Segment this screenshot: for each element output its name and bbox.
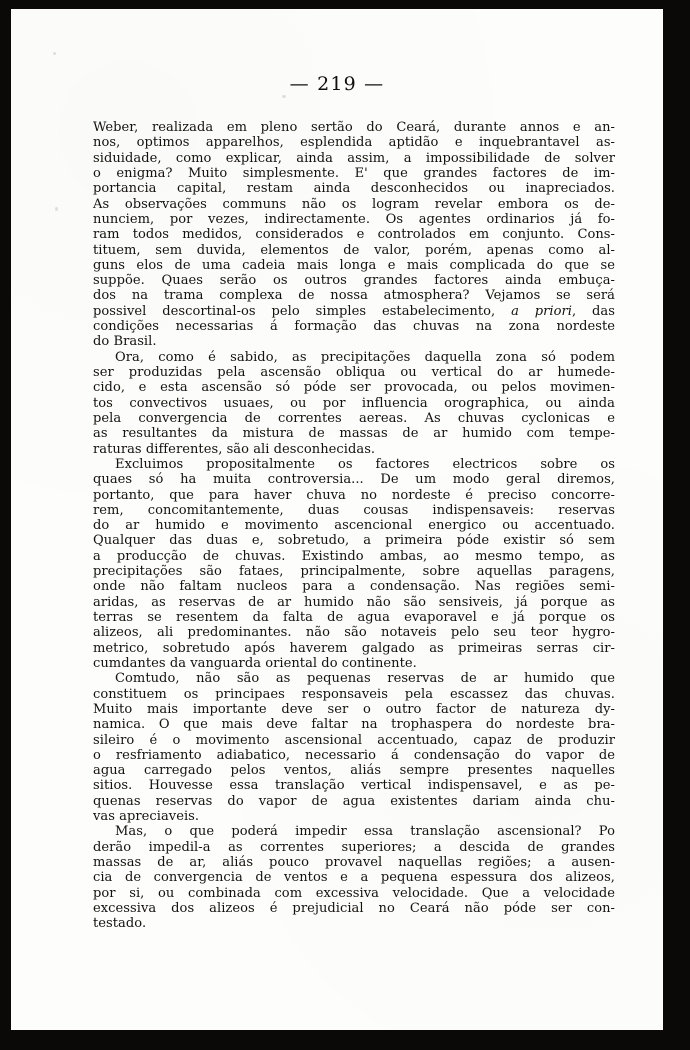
text-line: sileiro é o movimento ascensional accentuado, capaz de produzir (93, 732, 615, 748)
text-line: agua carregado pelos ventos, aliás sempre presentes naquelles (93, 763, 615, 779)
paper-speck (55, 207, 58, 211)
text-line: sitios. Houvesse essa translação vertical indispensavel, e as pe- (93, 778, 615, 794)
text-line: precipitações são fataes, principalmente, sobre aquellas paragens, (93, 564, 615, 580)
text-line: Muito mais importante deve ser o outro factor de natureza dy- (93, 701, 615, 717)
text-line: terras se resentem da falta de agua evaporavel e já porque os (93, 610, 615, 625)
text-line: as resultantes da mistura de massas de ar humido com tempe- (93, 426, 615, 442)
text-line: rem, concomitantemente, duas cousas indispensaveis: reservas (93, 502, 615, 518)
paragraph (93, 350, 615, 457)
text-line: raturas differentes, são ali desconhecidas. (93, 441, 376, 457)
text-line: tos convectivos usuaes, ou por influencia orographica, ou ainda (93, 395, 615, 411)
text-line: quenas reservas do vapor de agua existentes dariam ainda chu- (93, 793, 615, 809)
text-line: cia de convergencia de ventos e a pequena espessura dos alizeos, (93, 870, 615, 886)
text-line: por si, ou combinada com excessiva velocidade. Que a velocidade (93, 885, 615, 901)
paragraph (93, 671, 615, 824)
text-line: a producção de chuvas. Existindo ambas, ao mesmo tempo, as (93, 548, 615, 564)
text-line: tituem, sem duvida, elementos de valor, porém, apenas como al- (93, 242, 615, 258)
text-line: massas de ar, aliás pouco provavel naquellas regiões; a ausen- (93, 855, 615, 870)
text-line: vas apreciaveis. (93, 809, 200, 825)
text-line: namica. O que mais deve faltar na trophaspera do nordeste bra- (93, 717, 615, 733)
paper-speck (282, 95, 286, 98)
text-line: o resfriamento adiabatico, necessario á condensação do vapor de (93, 747, 615, 763)
page-number: — 219 — (289, 73, 385, 95)
text-line: constituem os principaes responsaveis pela escassez das chuvas. (93, 686, 615, 702)
text-line: testado. (93, 916, 147, 932)
text-line: portanto, que para haver chuva no nordeste é preciso concorre- (93, 487, 615, 503)
page-surface (11, 9, 663, 1030)
page-body-text (93, 120, 615, 932)
text-line: o enigma? Muito simplesmente. E' que grandes factores de im- (93, 165, 615, 181)
text-line: Excluimos propositalmente os factores electricos sobre os (115, 456, 615, 472)
text-line: ram todos medidos, considerados e controlados em conjunto. Cons- (93, 227, 615, 243)
text-line: Comtudo, não são as pequenas reservas de ar humido que (115, 671, 615, 687)
paragraph (93, 120, 615, 350)
text-line: Mas, o que poderá impedir essa translação ascensional? Po (115, 824, 615, 840)
text-line: do ar humido e movimento ascencional energico ou accentuado. (93, 518, 615, 534)
italic-phrase: a priori (511, 303, 572, 319)
text-line: Ora, como é sabido, as precipitações daquella zona só podem (115, 349, 615, 365)
text-line: portancia capital, restam ainda desconhecidos ou inapreciados. (93, 181, 615, 197)
text-line: aridas, as reservas de ar humido não são sensiveis, já porque as (93, 594, 615, 610)
text-line: excessiva dos alizeos é prejudicial no Ceará não póde ser con- (93, 900, 615, 916)
text-line: guns elos de uma cadeia mais longa e mais complicada do que se (93, 257, 615, 273)
text-line: onde não faltam nucleos para a condensação. Nas regiões semi- (93, 579, 615, 595)
text-line: ser produzidas pela ascensão obliqua ou vertical do ar humede- (93, 365, 615, 380)
text-line: metrico, sobretudo após haverem galgado as primeiras serras cir- (93, 640, 615, 656)
text-line: quaes só ha muita controversia... De um modo geral diremos, (93, 472, 615, 488)
text-line: nos, optimos apparelhos, esplendida aptidão e inquebrantavel as- (93, 135, 615, 151)
paper-speck (53, 52, 56, 55)
text-line: siduidade, como explicar, ainda assim, a impossibilidade de solver (93, 150, 615, 166)
scanned-page-sheet (11, 9, 663, 1030)
text-line: suppõe. Quaes serão os outros grandes factores ainda embuça- (93, 273, 615, 289)
paragraph (93, 457, 615, 671)
text-line: Weber, realizada em pleno sertão do Ceará, durante annos e an- (93, 120, 615, 135)
text-line: nunciem, por vezes, indirectamente. Os agentes ordinarios já fo- (93, 211, 615, 227)
text-line: cumdantes da vanguarda oriental do continente. (93, 655, 417, 671)
text-line: pela convergencia de correntes aereas. As chuvas cyclonicas e (93, 410, 615, 426)
text-line: derão impedil-a as correntes superiores; a descida de grandes (93, 839, 615, 855)
text-line: do Brasil. (93, 334, 157, 350)
text-line: Qualquer das duas e, sobretudo, a primeira póde existir só sem (93, 533, 615, 549)
text-line: possivel descortinal-os pelo simples estabelecimento, a priori, das (93, 303, 615, 319)
text-line: cido, e esta ascensão só póde ser provocada, ou pelos movimen- (93, 380, 615, 396)
text-line: dos na trama complexa de nossa atmosphera? Vejamos se será (93, 288, 615, 304)
text-line: condições necessarias á formação das chuvas na zona nordeste (93, 319, 615, 335)
paragraph (93, 824, 615, 931)
text-line: As observações communs não os logram revelar embora os de- (93, 196, 615, 212)
text-line: alizeos, ali predominantes. não são notaveis pelo seu teor hygro- (93, 625, 615, 641)
